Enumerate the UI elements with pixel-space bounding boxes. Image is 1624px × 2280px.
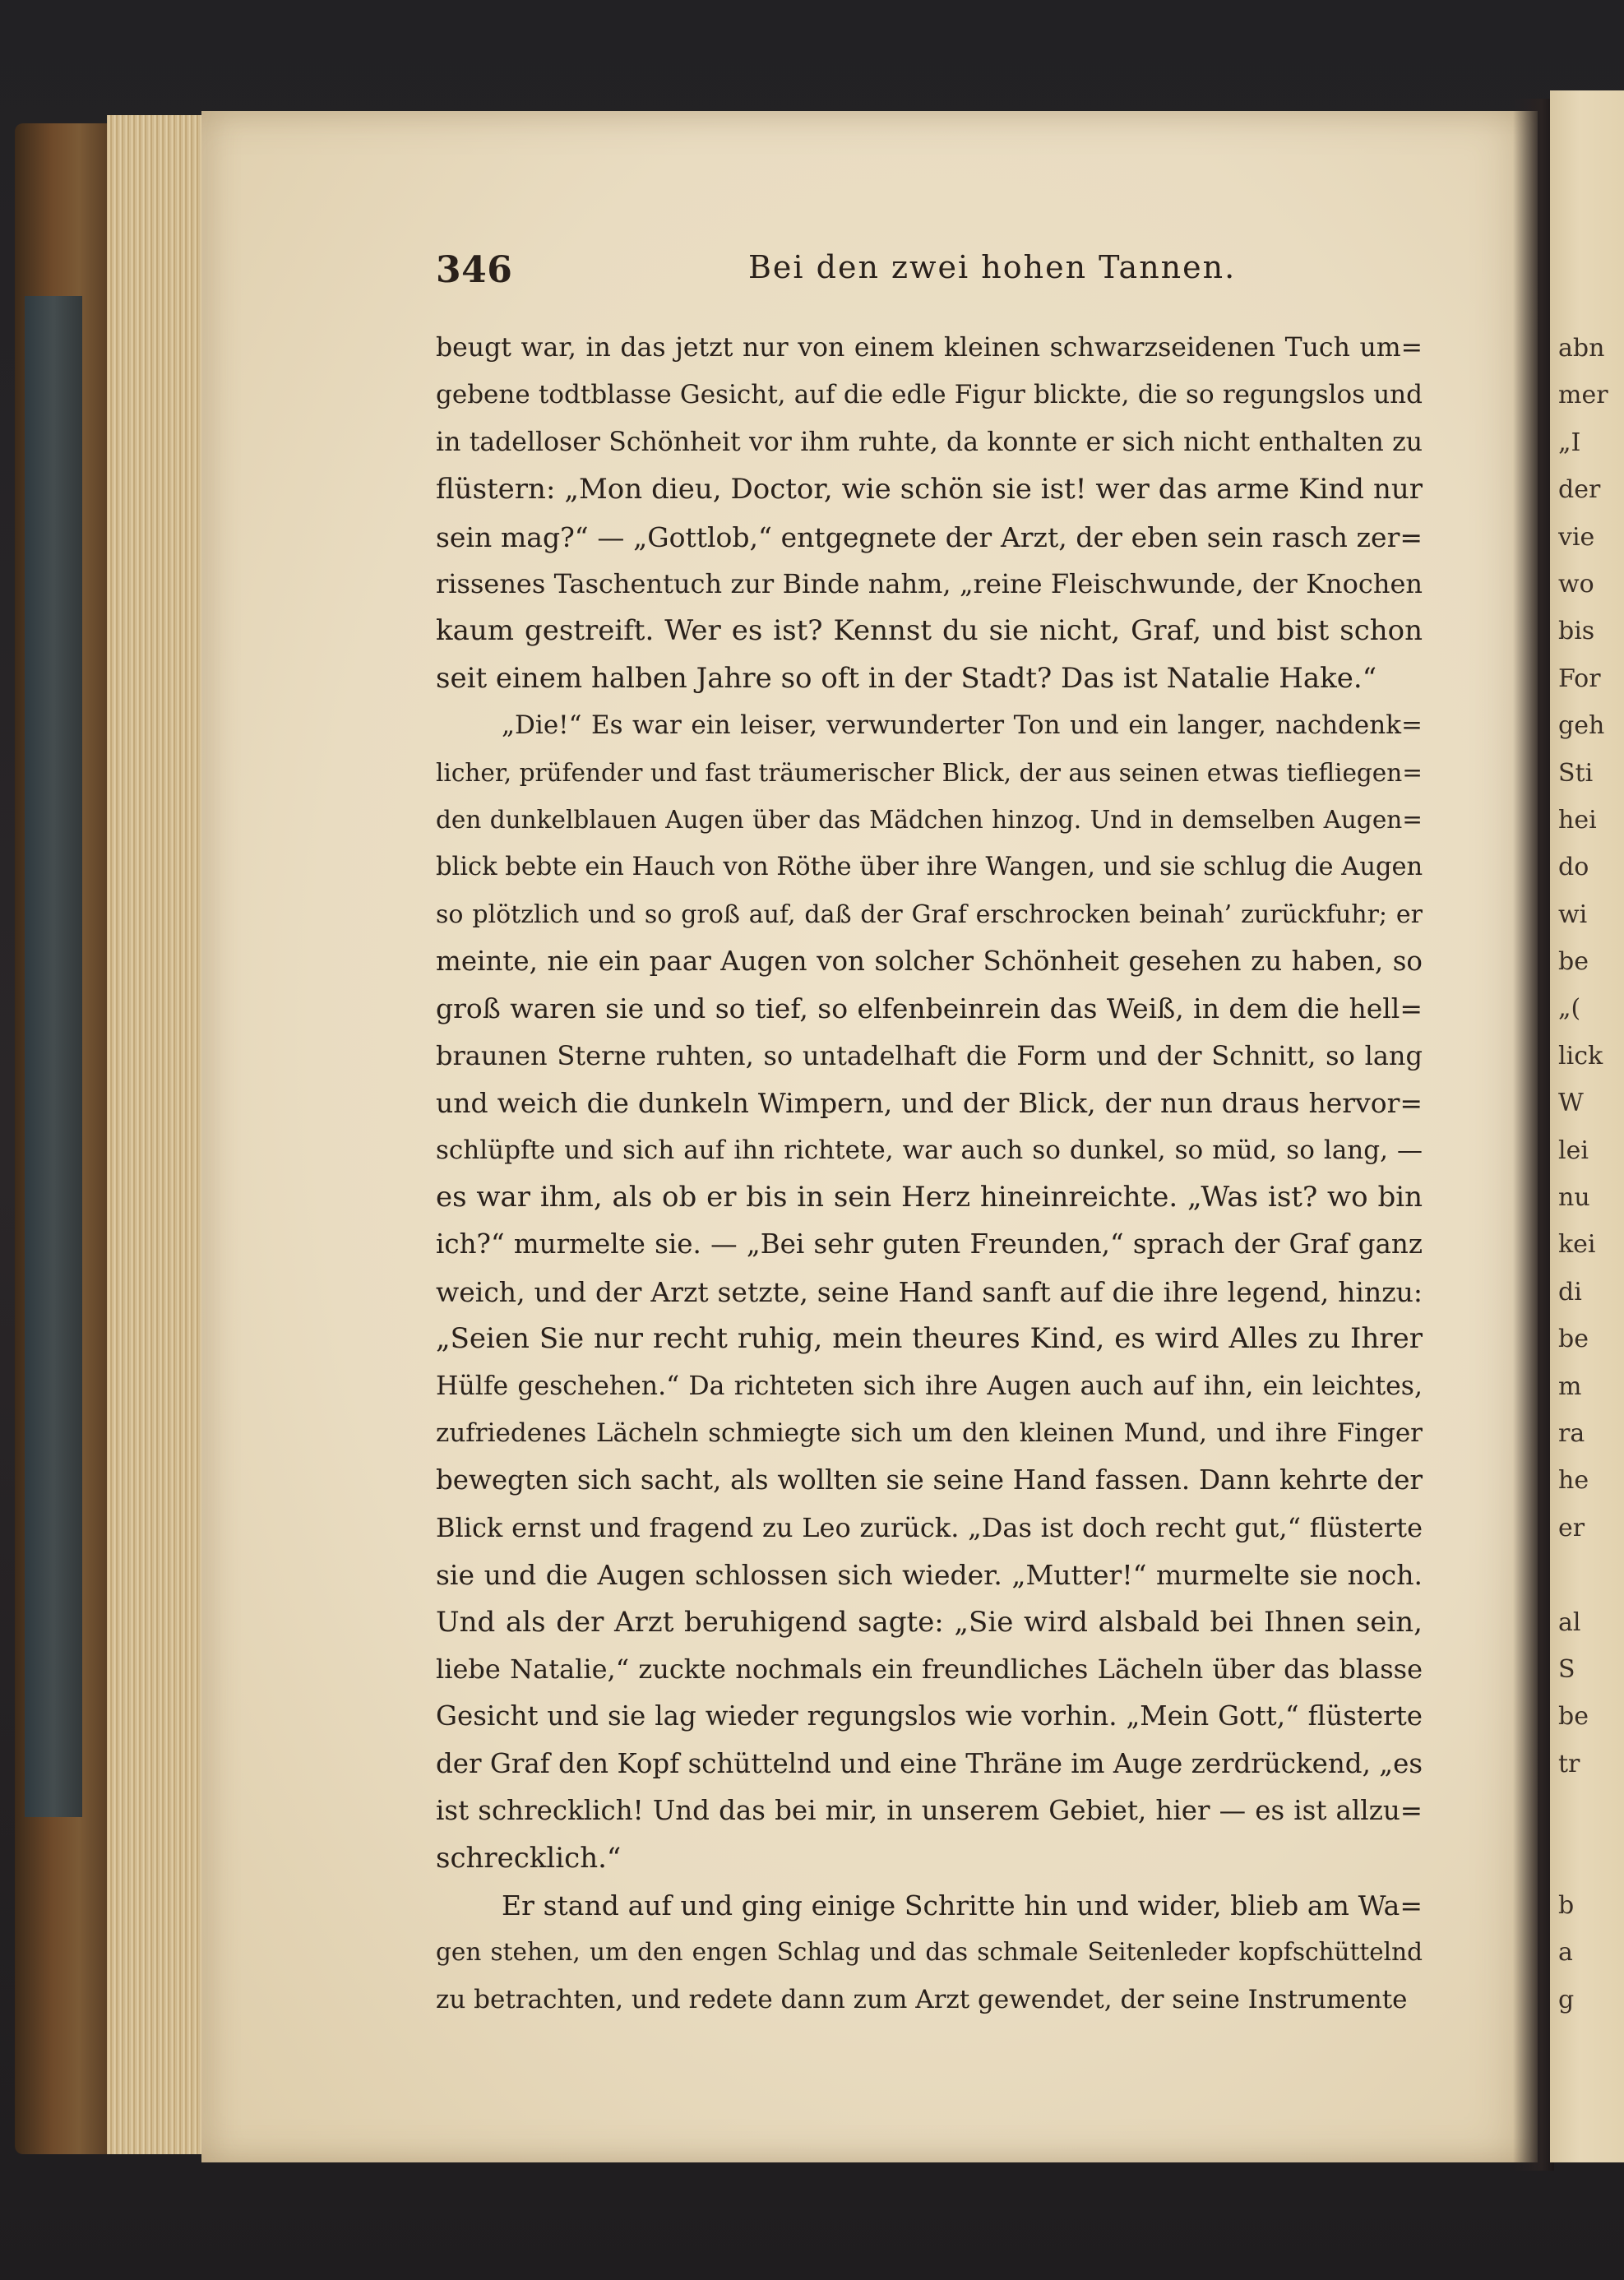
text-line: zu betrachten, und redete dann zum Arzt gewendet, der seine Instrumente bbox=[436, 1984, 1408, 2014]
adjacent-text-fragment: di bbox=[1558, 1277, 1582, 1306]
adjacent-text-fragment: mer bbox=[1558, 381, 1608, 410]
adjacent-text-fragment: he bbox=[1558, 1466, 1589, 1496]
adjacent-text-fragment: kei bbox=[1558, 1230, 1596, 1260]
adjacent-text-fragment: al bbox=[1558, 1607, 1581, 1637]
page-number: 346 bbox=[436, 249, 513, 291]
text-line: weich, und der Arzt setzte, seine Hand sanft auf die ihre legend, hinzu: bbox=[436, 1275, 1423, 1308]
adjacent-text-fragment bbox=[1558, 1552, 1624, 1598]
adjacent-text-fragment: be bbox=[1558, 947, 1589, 977]
text-line: sie und die Augen schlossen sich wieder. „Mutter!“ murmelte sie noch. bbox=[436, 1559, 1423, 1592]
adjacent-text-fragment: lei bbox=[1558, 1135, 1589, 1165]
text-line: es war ihm, als ob er bis in sein Herz hineinreichte. „Was ist? wo bin bbox=[436, 1181, 1423, 1214]
text-line: zufriedenes Lächeln schmiegte sich um den kleinen Mund, und ihre Finger bbox=[436, 1417, 1423, 1448]
text-line: in tadelloser Schönheit vor ihm ruhte, da konnte er sich nicht enthalten zu bbox=[436, 427, 1423, 457]
text-line: der Graf den Kopf schüttelnd und eine Thräne im Auge zerdrückend, „es bbox=[436, 1747, 1423, 1779]
text-line: und weich die dunkeln Wimpern, und der Blick, der nun draus hervor= bbox=[436, 1087, 1423, 1120]
adjacent-text-fragment: m bbox=[1558, 1371, 1582, 1401]
adjacent-text-fragment: W bbox=[1558, 1089, 1584, 1118]
adjacent-text-fragment: wo bbox=[1558, 569, 1594, 599]
adjacent-text-fragment: „I bbox=[1558, 428, 1581, 457]
text-line: sein mag?“ — „Gottlob,“ entgegnete der Arzt, der eben sein rasch zer= bbox=[436, 520, 1423, 553]
adjacent-text-fragment: wi bbox=[1558, 900, 1588, 929]
text-line: Hülfe geschehen.“ Da richteten sich ihre Augen auch auf ihn, ein leichtes, bbox=[436, 1371, 1423, 1401]
text-line: den dunkelblauen Augen über das Mädchen hinzog. Und in demselben Augen= bbox=[436, 805, 1423, 834]
text-line: groß waren sie und so tief, so elfenbeinrein das Weiß, in dem die hell= bbox=[436, 992, 1423, 1025]
adjacent-text-fragment: be bbox=[1558, 1702, 1589, 1732]
adjacent-text-fragment: er bbox=[1558, 1513, 1585, 1542]
text-line: „Die!“ Es war ein leiser, verwunderter Ton und ein langer, nachdenk= bbox=[502, 710, 1423, 741]
adjacent-text-fragment: bis bbox=[1558, 617, 1595, 646]
text-line: so plötzlich und so groß auf, daß der Graf erschrocken beinah’ zurückfuhr; er bbox=[436, 900, 1423, 929]
running-title: Bei den zwei hohen Tannen. bbox=[748, 249, 1237, 285]
adjacent-text-fragment: ra bbox=[1558, 1418, 1585, 1448]
text-line: blick bebte ein Hauch von Röthe über ihre Wangen, und sie schlug die Augen bbox=[436, 853, 1423, 882]
adjacent-text-fragment: nu bbox=[1558, 1183, 1590, 1213]
adjacent-text-fragment: geh bbox=[1558, 711, 1605, 741]
text-line: gen stehen, um den engen Schlag und das schmale Seitenleder kopfschüttelnd bbox=[436, 1938, 1423, 1967]
adjacent-text-fragment: „( bbox=[1558, 994, 1581, 1024]
text-line: seit einem halben Jahre so oft in der Stadt? Das ist Natalie Hake.“ bbox=[436, 661, 1377, 695]
adjacent-text-fragment: g bbox=[1558, 1985, 1575, 2014]
text-line: ist schrecklich! Und das bei mir, in unserem Gebiet, hier — es ist allzu= bbox=[436, 1795, 1423, 1827]
text-line: „Seien Sie nur recht ruhig, mein theures Kind, es wird Alles zu Ihrer bbox=[436, 1322, 1423, 1356]
adjacent-text-fragment: abn bbox=[1558, 334, 1605, 363]
text-line: liebe Natalie,“ zuckte nochmals ein freundliches Lächeln über das blasse bbox=[436, 1653, 1423, 1685]
adjacent-text-fragment: der bbox=[1558, 475, 1601, 505]
text-line: Gesicht und sie lag wieder regungslos wie vorhin. „Mein Gott,“ flüsterte bbox=[436, 1700, 1423, 1732]
text-line: meinte, nie ein paar Augen von solcher Schönheit gesehen zu haben, so bbox=[436, 946, 1423, 978]
text-line: Er stand auf und ging einige Schritte hin und wider, blieb am Wa= bbox=[502, 1889, 1423, 1922]
adjacent-text-fragment: b bbox=[1558, 1890, 1575, 1920]
page-edges bbox=[107, 115, 206, 2154]
text-line: schlüpfte und sich auf ihn richtete, war auch so dunkel, so müd, so lang, — bbox=[436, 1135, 1423, 1165]
body-text bbox=[436, 325, 1423, 2014]
adjacent-text-fragment: tr bbox=[1558, 1749, 1580, 1778]
text-line: flüstern: „Mon dieu, Doctor, wie schön sie ist! wer das arme Kind nur bbox=[436, 473, 1423, 506]
adjacent-text-fragment: S bbox=[1558, 1654, 1575, 1684]
adjacent-text-fragment: Sti bbox=[1558, 758, 1594, 788]
adjacent-text-fragment: lick bbox=[1558, 1041, 1603, 1071]
text-line: braunen Sterne ruhten, so untadelhaft die Form und der Schnitt, so lang bbox=[436, 1039, 1423, 1071]
text-line: schrecklich.“ bbox=[436, 1841, 622, 1875]
text-line: bewegten sich sacht, als wollten sie seine Hand fassen. Dann kehrte der bbox=[436, 1464, 1423, 1496]
adjacent-text-fragment: a bbox=[1558, 1938, 1573, 1968]
adjacent-page-text bbox=[1558, 325, 1624, 2023]
adjacent-text-fragment bbox=[1558, 1835, 1624, 1882]
text-line: licher, prüfender und fast träumerischer Blick, der aus seinen etwas tiefliegen= bbox=[436, 758, 1423, 787]
text-line: Und als der Arzt beruhigend sagte: „Sie wird alsbald bei Ihnen sein, bbox=[436, 1605, 1423, 1639]
text-line: kaum gestreift. Wer es ist? Kennst du sie nicht, Graf, und bist schon bbox=[436, 614, 1423, 648]
adjacent-text-fragment: do bbox=[1558, 853, 1589, 882]
book-gutter bbox=[1513, 99, 1554, 2171]
book-cover-cloth bbox=[25, 296, 82, 1817]
text-line: rissenes Taschentuch zur Binde nahm, „reine Fleischwunde, der Knochen bbox=[436, 567, 1423, 599]
adjacent-text-fragment: be bbox=[1558, 1325, 1589, 1354]
running-head bbox=[436, 249, 1423, 298]
adjacent-text-fragment: vie bbox=[1558, 522, 1595, 552]
adjacent-text-fragment bbox=[1558, 1787, 1624, 1834]
text-line: ich?“ murmelte sie. — „Bei sehr guten Freunden,“ sprach der Graf ganz bbox=[436, 1228, 1423, 1260]
adjacent-text-fragment: For bbox=[1558, 664, 1601, 693]
text-line: gebene todtblasse Gesicht, auf die edle Figur blickte, die so regungslos und bbox=[436, 380, 1423, 410]
adjacent-text-fragment: hei bbox=[1558, 805, 1597, 835]
text-line: beugt war, in das jetzt nur von einem kleinen schwarzseidenen Tuch um= bbox=[436, 333, 1423, 363]
text-line: Blick ernst und fragend zu Leo zurück. „Das ist doch recht gut,“ flüsterte bbox=[436, 1511, 1423, 1543]
